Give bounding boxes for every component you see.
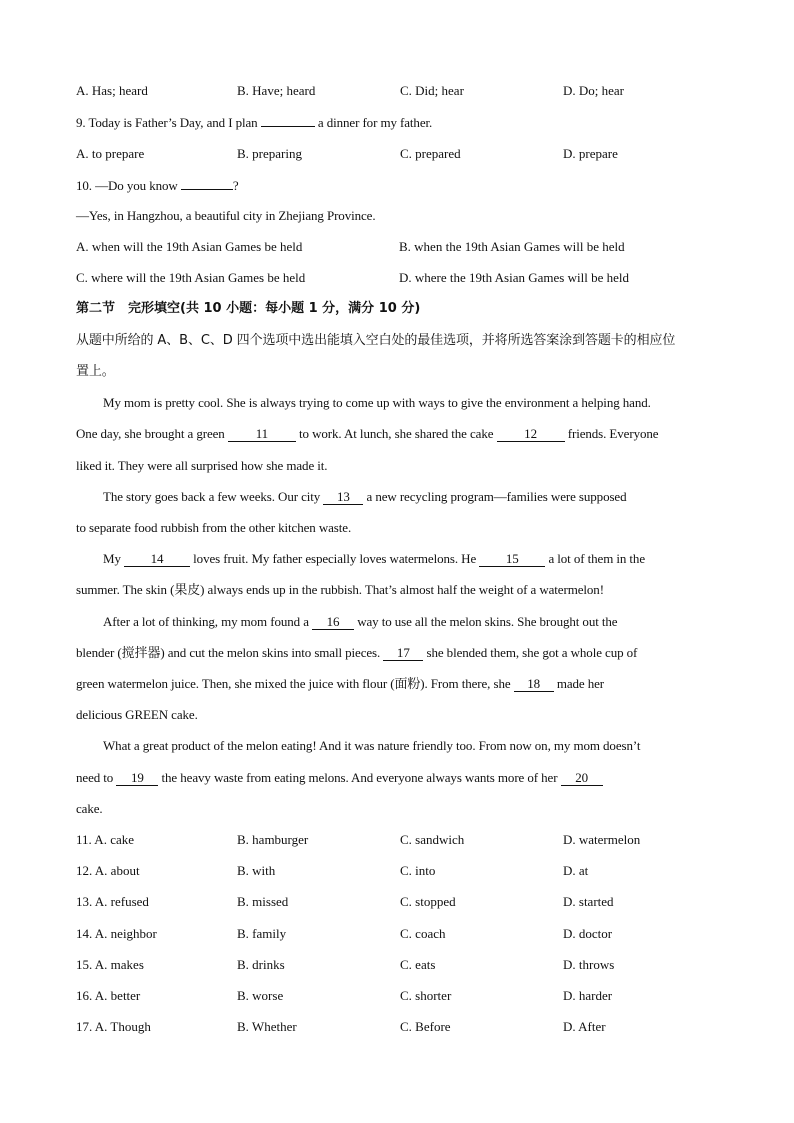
q8-options	[76, 81, 726, 101]
q9-option-a: A. to prepare	[76, 146, 145, 161]
passage-p5-line2	[76, 768, 726, 788]
q10-option-c: C. where will the 19th Asian Games be held	[76, 270, 306, 285]
passage-p2-line1	[103, 487, 753, 507]
passage-text: made her	[556, 676, 605, 691]
section-instruction-line1: 从题中所给的 A、B、C、D 四个选项中选出能填入空白处的最佳选项，并将所选答案涂到答题卡的相应位	[76, 333, 676, 348]
answer-row-11	[76, 830, 726, 850]
blank-17: 17	[383, 646, 423, 661]
option-b: B. family	[237, 926, 287, 941]
option-c: C. into	[400, 863, 436, 878]
answer-row-14	[76, 924, 726, 944]
q10-option-b: B. when the 19th Asian Games will be held	[399, 239, 625, 254]
option-c: C. eats	[400, 957, 436, 972]
option-a: 11. A. cake	[76, 832, 134, 847]
passage-text: she blended them, she got a whole cup of	[426, 645, 638, 660]
blank-16: 16	[312, 615, 354, 630]
section-instruction-line2: 置上。	[76, 364, 115, 379]
passage-p4-line2	[76, 643, 726, 663]
option-b: B. Whether	[237, 1019, 297, 1034]
passage-p3-line1	[103, 549, 753, 569]
q10-option-d: D. where the 19th Asian Games will be held	[399, 270, 629, 285]
passage-p5-line3: cake.	[76, 801, 103, 816]
passage-p4-line1	[103, 612, 753, 632]
passage-text: The story goes back a few weeks. Our city	[103, 489, 321, 504]
section-title: 第二节 完形填空(共 10 小题：每小题 1 分，满分 10 分)	[76, 301, 421, 316]
option-c: C. shorter	[400, 988, 452, 1003]
q10-reply: —Yes, in Hangzhou, a beautiful city in Zhejiang Province.	[76, 208, 376, 223]
q8-option-d: D. Do; hear	[563, 83, 625, 98]
option-a: 13. A. refused	[76, 894, 149, 909]
q8-option-a: A. Has; heard	[76, 83, 148, 98]
option-d: D. at	[563, 863, 589, 878]
q9-text-before: 9. Today is Father’s Day, and I plan	[76, 115, 258, 130]
passage-text: to work. At lunch, she shared the cake	[299, 426, 494, 441]
passage-p5-line1: What a great product of the melon eating! And it was nature friendly too. From now on, my mom doesn’t	[103, 738, 641, 753]
q8-option-b: B. Have; heard	[237, 83, 316, 98]
q10-blank	[181, 175, 233, 190]
passage-text: My	[103, 551, 121, 566]
blank-13: 13	[323, 490, 363, 505]
q10-stem	[76, 175, 726, 195]
option-a: 12. A. about	[76, 863, 140, 878]
answer-row-17	[76, 1017, 726, 1037]
q9-blank	[261, 112, 315, 127]
answer-row-12	[76, 861, 726, 881]
option-c: C. stopped	[400, 894, 456, 909]
option-c: C. Before	[400, 1019, 451, 1034]
q9-option-b: B. preparing	[237, 146, 302, 161]
passage-text: way to use all the melon skins. She brought out the	[357, 614, 618, 629]
option-b: B. with	[237, 863, 276, 878]
passage-p4-line4: delicious GREEN cake.	[76, 707, 198, 722]
q9-stem	[76, 112, 726, 132]
q9-option-d: D. prepare	[563, 146, 618, 161]
passage-text: friends. Everyone	[567, 426, 659, 441]
option-b: B. hamburger	[237, 832, 309, 847]
q10-option-a: A. when will the 19th Asian Games be held	[76, 239, 303, 254]
q9-options	[76, 144, 726, 164]
passage-text: One day, she brought a green	[76, 426, 225, 441]
blank-20: 20	[561, 771, 603, 786]
q10-text-before: 10. —Do you know	[76, 178, 178, 193]
blank-14: 14	[124, 552, 190, 567]
passage-p1-line1: My mom is pretty cool. She is always trying to come up with ways to give the environment a helping hand.	[103, 395, 651, 410]
option-c: C. coach	[400, 926, 446, 941]
answer-row-15	[76, 955, 726, 975]
option-a: 14. A. neighbor	[76, 926, 157, 941]
option-a: 16. A. better	[76, 988, 141, 1003]
q8-option-c: C. Did; hear	[400, 83, 464, 98]
passage-p1-line2	[76, 424, 726, 444]
passage-text: the heavy waste from eating melons. And everyone always wants more of her	[161, 770, 558, 785]
passage-p3-line2: summer. The skin (果皮) always ends up in the rubbish. That’s almost half the weight of a watermelon!	[76, 582, 604, 597]
passage-p2-line2: to separate food rubbish from the other kitchen waste.	[76, 520, 352, 535]
answer-row-16	[76, 986, 726, 1006]
option-c: C. sandwich	[400, 832, 465, 847]
option-b: B. worse	[237, 988, 284, 1003]
passage-text: After a lot of thinking, my mom found a	[103, 614, 309, 629]
passage-text: loves fruit. My father especially loves watermelons. He	[193, 551, 477, 566]
blank-11: 11	[228, 427, 296, 442]
blank-18: 18	[514, 677, 554, 692]
option-d: D. After	[563, 1019, 606, 1034]
option-d: D. doctor	[563, 926, 613, 941]
option-b: B. missed	[237, 894, 289, 909]
passage-text: a new recycling program—families were supposed	[366, 489, 627, 504]
q10-options-row1	[76, 237, 726, 257]
option-a: 15. A. makes	[76, 957, 144, 972]
q10-text-after: ?	[232, 178, 239, 193]
passage-p1-line3: liked it. They were all surprised how she made it.	[76, 458, 328, 473]
option-a: 17. A. Though	[76, 1019, 151, 1034]
passage-text: blender (搅拌器) and cut the melon skins into small pieces.	[76, 645, 381, 660]
passage-text: need to	[76, 770, 114, 785]
answer-row-13	[76, 892, 726, 912]
option-d: D. harder	[563, 988, 613, 1003]
blank-19: 19	[116, 771, 158, 786]
blank-12: 12	[497, 427, 565, 442]
option-b: B. drinks	[237, 957, 285, 972]
q9-text-after: a dinner for my father.	[317, 115, 433, 130]
q9-option-c: C. prepared	[400, 146, 461, 161]
passage-text: green watermelon juice. Then, she mixed the juice with flour (面粉). From there, she	[76, 676, 511, 691]
option-d: D. started	[563, 894, 614, 909]
blank-15: 15	[479, 552, 545, 567]
option-d: D. throws	[563, 957, 615, 972]
passage-text: a lot of them in the	[548, 551, 645, 566]
option-d: D. watermelon	[563, 832, 641, 847]
passage-p4-line3	[76, 674, 726, 694]
q10-options-row2	[76, 268, 726, 288]
